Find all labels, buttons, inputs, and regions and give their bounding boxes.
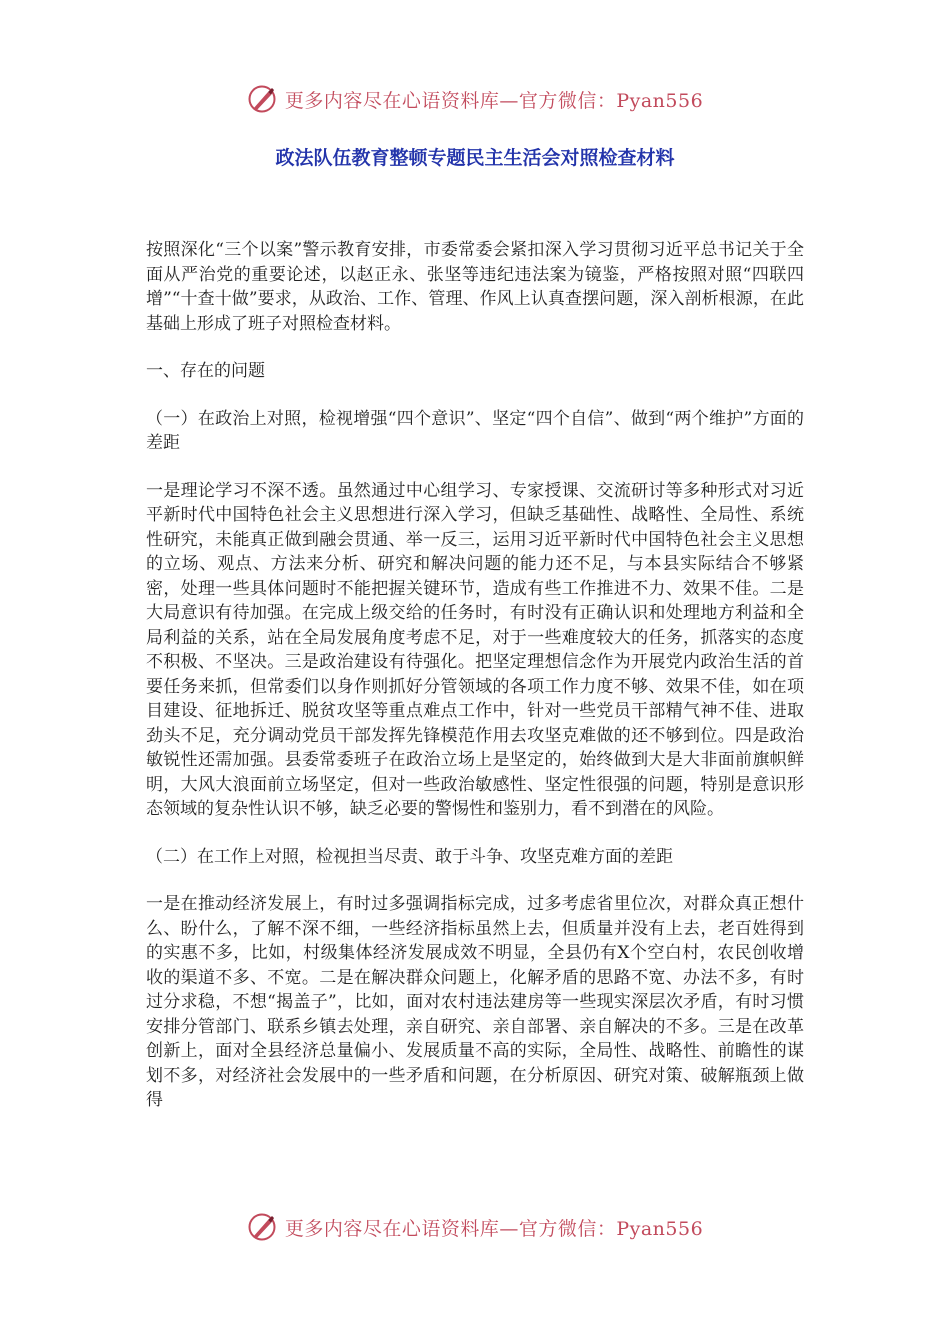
pen-logo-icon <box>247 1212 277 1242</box>
subsection-heading-political: （一）在政治上对照，检视增强“四个意识”、坚定“四个自信”、做到“两个维护”方面的差距 <box>146 408 804 453</box>
section-heading: 一、存在的问题 <box>146 361 265 381</box>
document-body <box>146 238 804 1136</box>
paragraph-intro: 按照深化“三个以案”警示教育安排，市委常委会紧扣深入学习贯彻习近平总书记关于全面从严治党的重要论述，以赵正永、张坚等违纪违法案为镜鉴，严格按照对照“四联四增”“十查十做”要求，从政治、工作、管理、作风上认真查摆问题，深入剖析根源，在此基础上形成了班子对照检查材料。 <box>146 240 804 334</box>
paragraph-work-issues: 一是在推动经济发展上，有时过多强调指标完成，过多考虑省里位次，对群众真正想什么、盼什么，了解不深不细，一些经济指标虽然上去，但质量并没有上去，老百姓得到的实惠不多，比如，村级集体经济发展成效不明显，全县仍有X个空白村，农民创收增收的渠道不多、不宽。二是在解决群众问题上，化解矛盾的思路不宽、办法不多，有时过分求稳，不想“揭盖子”，比如，面对农村违法建房等一些现实深层次矛盾，有时习惯安排分管部门、联系乡镇去处理，亲自研究、亲自部署、亲自解决的不多。三是在改革创新上，面对全县经济总量偏小、发展质量不高的实际，全局性、战略性、前瞻性的谋划不多，对经济社会发展中的一些矛盾和问题，在分析原因、研究对策、破解瓶颈上做得 <box>146 894 804 1110</box>
paragraph-political-issues: 一是理论学习不深不透。虽然通过中心组学习、专家授课、交流研讨等多种形式对习近平新时代中国特色社会主义思想进行深入学习，但缺乏基础性、战略性、全局性、系统性研究，未能真正做到融会贯通、举一反三，运用习近平新时代中国特色社会主义思想的立场、观点、方法来分析、研究和解决问题的能力还不足，与本县实际结合不够紧密，处理一些具体问题时不能把握关键环节，造成有些工作推进不力、效果不佳。二是大局意识有待加强。在完成上级交给的任务时，有时没有正确认识和处理地方利益和全局利益的关系，站在全局发展角度考虑不足，对于一些难度较大的任务，抓落实的态度不积极、不坚决。三是政治建设有待强化。把坚定理想信念作为开展党内政治生活的首要任务来抓，但常委们以身作则抓好分管领域的各项工作力度不够、效果不佳，如在项目建设、征地拆迁、脱贫攻坚等重点难点工作中，针对一些党员干部精气神不佳、进取劲头不足，充分调动党员干部发挥先锋模范作用去攻坚克难做的还不够到位。四是政治敏锐性还需加强。县委常委班子在政治立场上是坚定的，始终做到大是大非面前旗帜鲜明，大风大浪面前立场坚定，但对一些政治敏感性、坚定性很强的问题，特别是意识形态领域的复杂性认识不够，缺乏必要的警惕性和鉴别力，看不到潜在的风险。 <box>146 480 804 819</box>
document-title: 政法队伍教育整顿专题民主生活会对照检查材料 <box>275 147 675 169</box>
subsection-heading-work: （二）在工作上对照，检视担当尽责、敢于斗争、攻坚克难方面的差距 <box>146 846 673 867</box>
pen-logo-icon <box>247 84 277 114</box>
footer-watermark-banner <box>0 1212 950 1247</box>
header-watermark-text: 更多内容尽在心语资料库—官方微信：Pyan556 <box>284 89 704 112</box>
header-watermark-banner <box>0 84 950 119</box>
footer-watermark-text: 更多内容尽在心语资料库—官方微信：Pyan556 <box>284 1217 704 1240</box>
